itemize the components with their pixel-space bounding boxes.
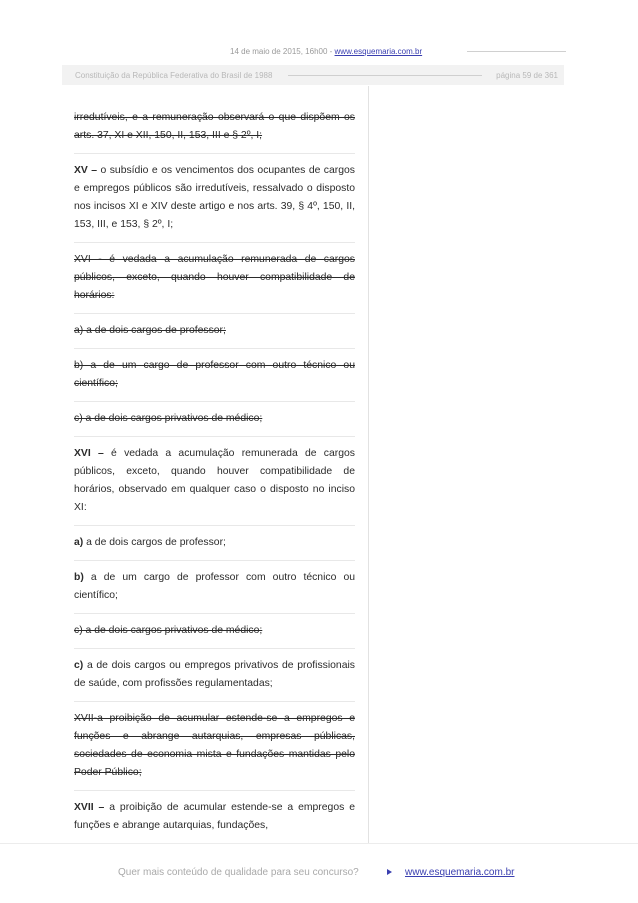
paragraph-label: b) <box>74 572 84 583</box>
top-divider <box>467 51 566 52</box>
footer-question: Quer mais conteúdo de qualidade para seu concurso? <box>118 867 359 878</box>
paragraph-text: a de um cargo de professor com outro técnico ou científico; <box>74 572 355 601</box>
revoked-paragraph <box>74 710 355 791</box>
paragraph-text: a) a de dois cargos de professor; <box>74 325 226 336</box>
paragraph <box>74 569 355 614</box>
paragraph <box>74 162 355 243</box>
paragraph-label: XVI – <box>74 448 104 459</box>
paragraph-text: c) a de dois cargos privativos de médico; <box>74 625 263 636</box>
paragraph-label: c) <box>74 660 84 671</box>
paragraph-label: a) <box>74 537 84 548</box>
paragraph-text: b) a de um cargo de professor com outro técnico ou científico; <box>74 360 355 389</box>
top-timestamp-line <box>0 47 638 59</box>
revoked-paragraph <box>74 251 355 314</box>
revoked-paragraph <box>74 109 355 154</box>
paragraph-text: é vedada a acumulação remunerada de cargos públicos, exceto, quando houver compatibilidade de horários, observado em qualquer caso o disposto no inciso XI: <box>74 448 355 513</box>
footer-site-link[interactable]: www.esquemaria.com.br <box>405 867 515 878</box>
revoked-paragraph <box>74 622 355 649</box>
paragraph-label: XV – <box>74 165 98 176</box>
paragraph <box>74 445 355 526</box>
document-title: Constituição da República Federativa do Brasil de 1988 <box>75 71 273 80</box>
paragraph-text: o subsídio e os vencimentos dos ocupantes de cargos e empregos públicos são irredutíveis, ressalvado o disposto nos incisos XI e XIV deste artigo e nos arts. 39, § 4º, 150, II, 153, III, e 153, § 2º, I; <box>74 165 355 230</box>
paragraph-text: XVI - é vedada a acumulação remunerada de cargos públicos, exceto, quando houver compatibilidade de horários: <box>74 254 355 301</box>
timestamp-text: 14 de maio de 2015, 16h00 - <box>230 47 335 56</box>
revoked-paragraph <box>74 410 355 437</box>
footer <box>0 867 638 881</box>
paragraph-text: a proibição de acumular estende-se a empregos e funções e abrange autarquias, fundações, <box>74 802 355 831</box>
revoked-paragraph <box>74 357 355 402</box>
paragraph-label: XVII – <box>74 802 105 813</box>
paragraph-text: irredutíveis, e a remuneração observará o que dispõem os arts. 37, XI e XII, 150, II, 153, III e § 2º, I; <box>74 112 355 141</box>
paragraph-text: a de dois cargos ou empregos privativos de profissionais de saúde, com profissões regulamentadas; <box>74 660 355 689</box>
page-number: página 59 de 361 <box>496 71 558 80</box>
header-divider <box>288 75 482 76</box>
document-body <box>74 109 355 851</box>
paragraph <box>74 799 355 843</box>
paragraph <box>74 534 355 561</box>
paragraph-text: c) a de dois cargos privativos de médico; <box>74 413 263 424</box>
column-divider <box>368 86 369 844</box>
revoked-paragraph <box>74 322 355 349</box>
top-site-link[interactable]: www.esquemaria.com.br <box>334 47 423 56</box>
timestamp <box>230 47 422 56</box>
paragraph-text: a de dois cargos de professor; <box>83 537 226 548</box>
footer-divider <box>0 843 638 844</box>
page-header <box>62 65 564 85</box>
paragraph <box>74 657 355 702</box>
paragraph-text: XVII-a proibição de acumular estende-se a empregos e funções e abrange autarquias, empresas públicas, sociedades de economia mista e fundações mantidas pelo Poder Público; <box>74 713 355 778</box>
play-arrow-icon <box>387 869 392 875</box>
